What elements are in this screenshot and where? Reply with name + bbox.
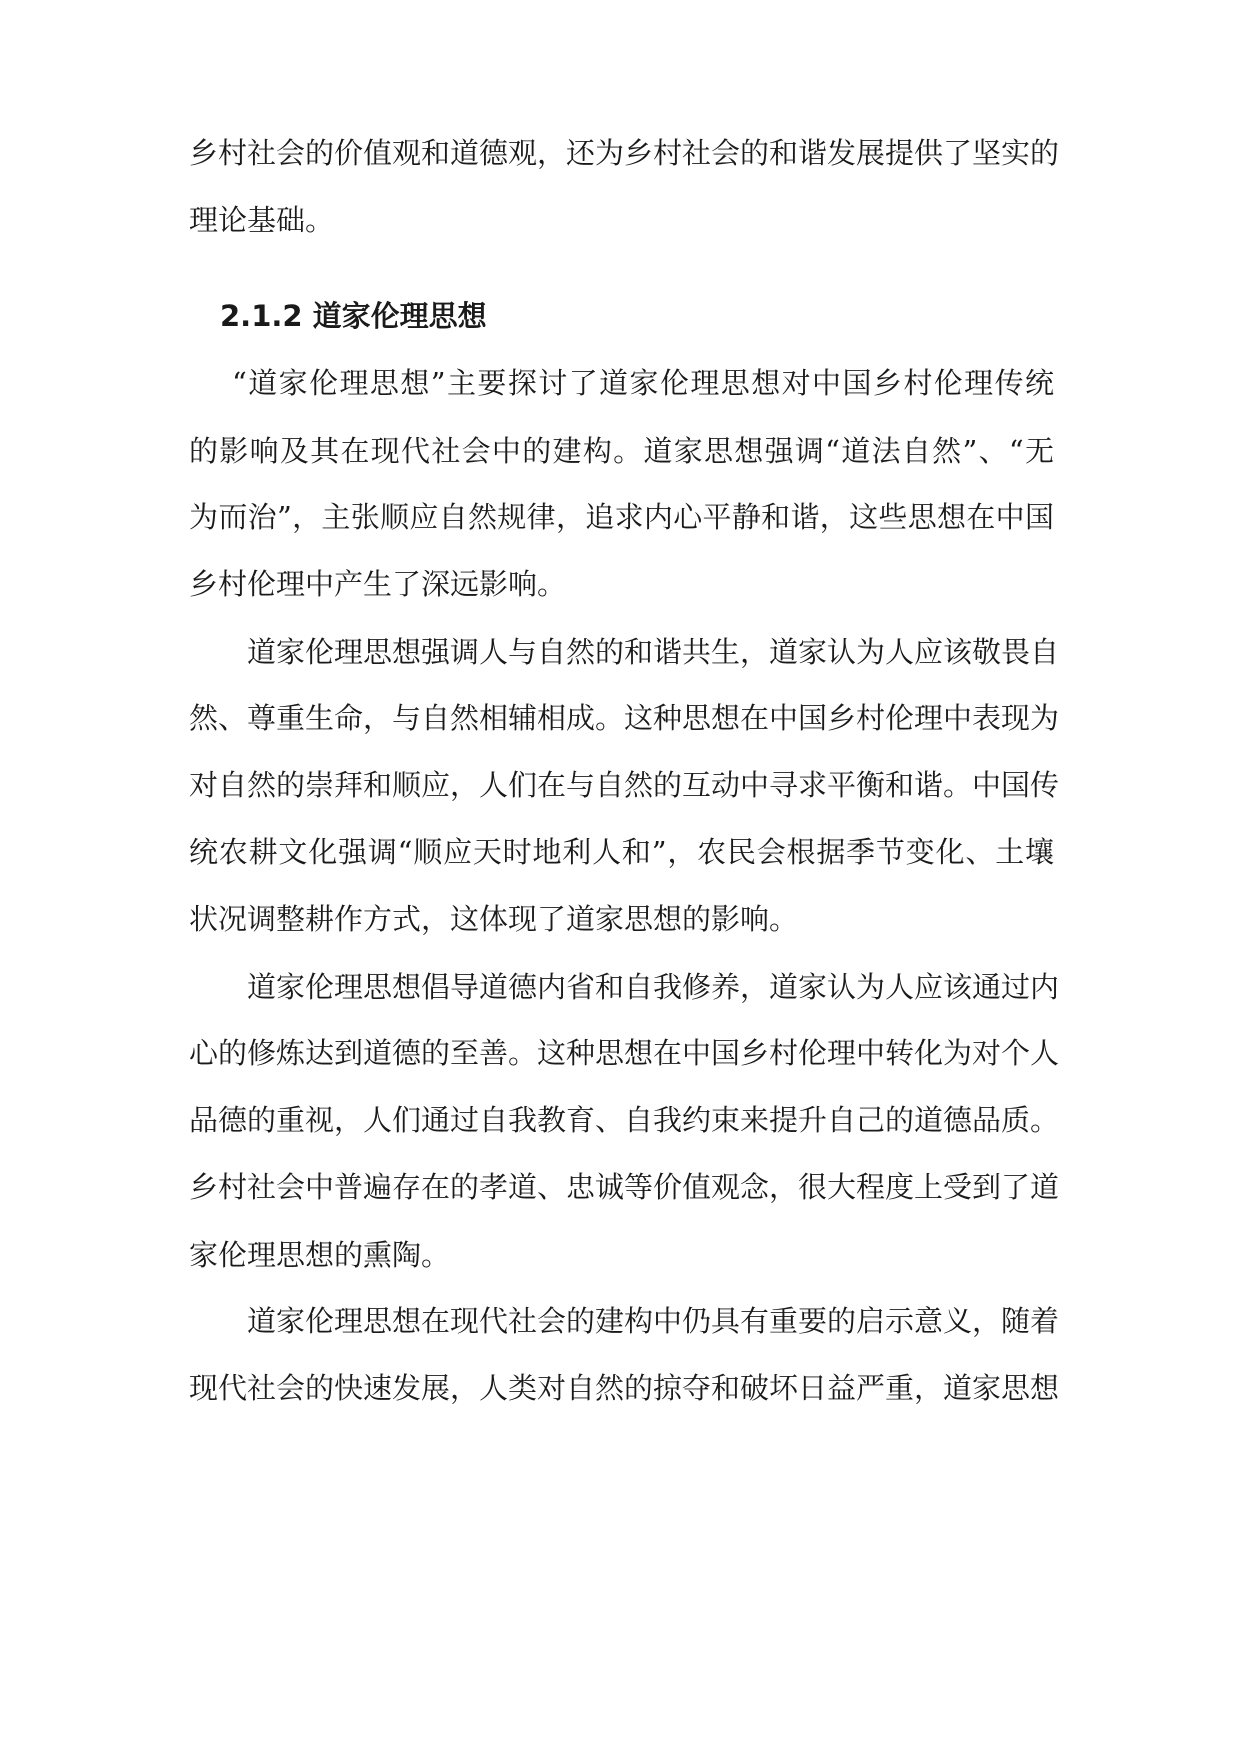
text-line: “道家伦理思想”主要探讨了道家伦理思想对中国乡村伦理传统 [232,366,1054,400]
text-line: 乡村社会的价值观和道德观，还为乡村社会的和谐发展提供了坚实的 [189,136,1060,170]
text-line: 乡村社会中普遍存在的孝道、忠诚等价值观念，很大程度上受到了道 [189,1170,1060,1204]
text-line: 道家伦理思想强调人与自然的和谐共生，道家认为人应该敬畏自 [247,635,1060,669]
text-line: 心的修炼达到道德的至善。这种思想在中国乡村伦理中转化为对个人 [189,1036,1060,1070]
text-line: 现代社会的快速发展，人类对自然的掠夺和破坏日益严重，道家思想 [189,1371,1060,1405]
text-line: 道家伦理思想倡导道德内省和自我修养，道家认为人应该通过内 [247,970,1060,1004]
text-line: 对自然的崇拜和顺应，人们在与自然的互动中寻求平衡和谐。中国传 [189,768,1060,802]
text-line: 状况调整耕作方式，这体现了道家思想的影响。 [189,902,799,936]
text-line: 家伦理思想的熏陶。 [189,1238,451,1272]
text-line: 理论基础。 [189,203,335,237]
text-line: 然、尊重生命，与自然相辅相成。这种思想在中国乡村伦理中表现为 [189,701,1060,735]
text-line: 的影响及其在现代社会中的建构。道家思想强调“道法自然”、“无 [189,434,1054,468]
section-heading: 2.1.2 道家伦理思想 [220,299,487,333]
text-line: 道家伦理思想在现代社会的建构中仍具有重要的启示意义，随着 [247,1304,1060,1338]
text-line: 为而治”，主张顺应自然规律，追求内心平静和谐，这些思想在中国 [189,500,1054,534]
text-line: 品德的重视，人们通过自我教育、自我约束来提升自己的道德品质。 [189,1103,1060,1137]
text-line: 统农耕文化强调“顺应天时地利人和”，农民会根据季节变化、土壤 [189,835,1054,869]
text-line: 乡村伦理中产生了深远影响。 [189,567,567,601]
